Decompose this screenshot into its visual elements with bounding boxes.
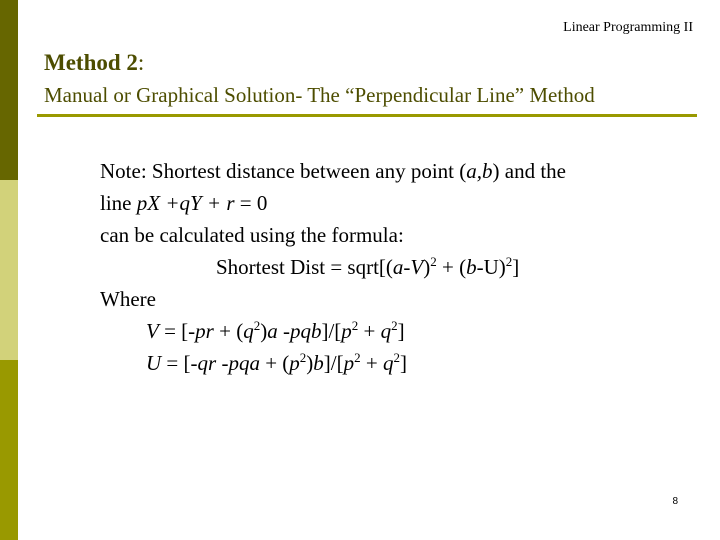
title-divider: [37, 114, 697, 117]
page-number: 8: [672, 496, 678, 507]
slide-title: [44, 50, 144, 76]
sidebar-segment-top: [0, 0, 18, 180]
slide-subtitle: Manual or Graphical Solution- The “Perpendicular Line” Method: [44, 83, 595, 107]
note-line-3: can be calculated using the formula:: [100, 223, 404, 247]
note-line-2: line pX +qY + r = 0: [100, 191, 268, 215]
note-line-1: Note: Shortest distance between any point (a,b) and the: [100, 159, 566, 183]
formula-line: Shortest Dist = $sqrt[(a-V)^2 + (b-U)^2]$: [216, 254, 520, 279]
slide-body: [100, 155, 566, 379]
where-label: Where: [100, 287, 156, 311]
v-equation: $V = [-pr + (q^2)a$ $-pqb]/[p^2 + q^2]$: [146, 318, 405, 343]
title-colon: :: [137, 50, 145, 75]
u-equation: U = [-qr $-pqa + (p^2)b]/[p^2 + q^2]$: [146, 350, 407, 375]
sidebar-segment-bottom: [0, 360, 18, 540]
sidebar-segment-middle: [0, 180, 18, 360]
slide-header: Linear Programming II: [563, 20, 693, 35]
title-main: Method 2: [44, 50, 138, 75]
